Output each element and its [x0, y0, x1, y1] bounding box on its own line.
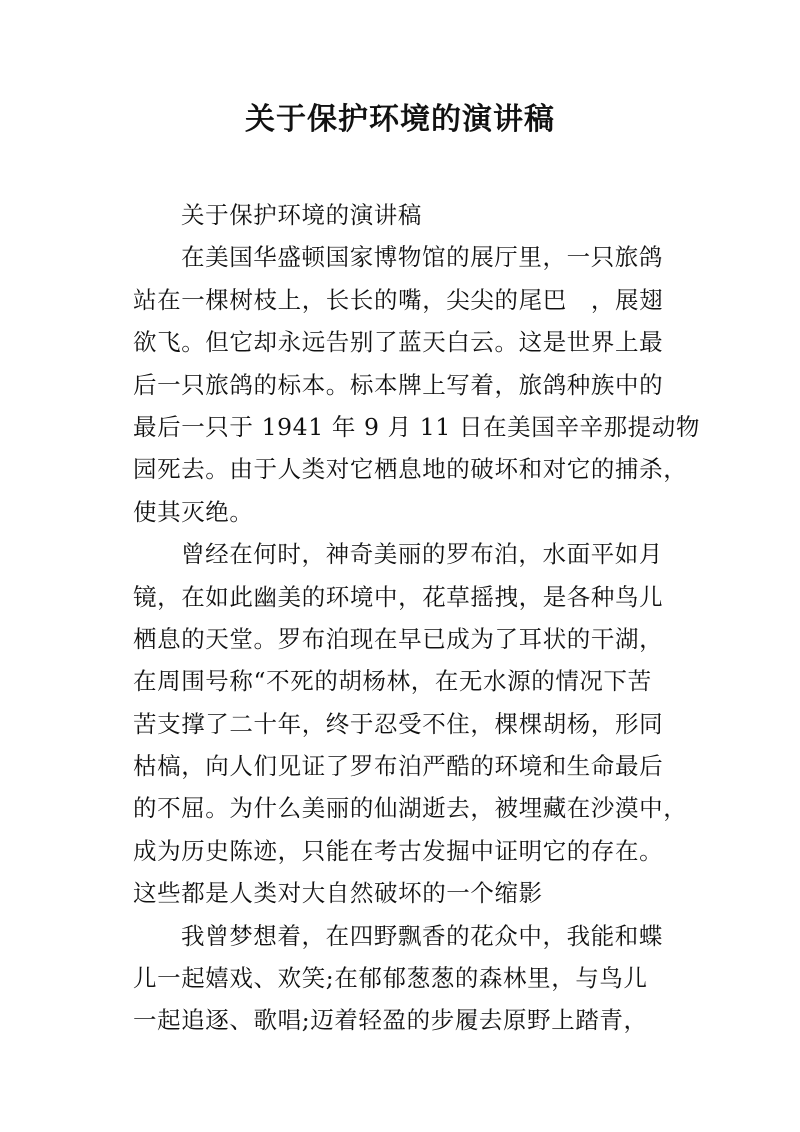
text-line: 枯槁，向人们见证了罗布泊严酷的环境和生命最后 — [133, 752, 664, 781]
text-line: 在周围号称“不死的胡杨林，在无水源的情况下苦 — [133, 667, 652, 696]
text-line: 后一只旅鸽的标本。标本牌上写着，旅鸽种族中的 — [133, 370, 664, 399]
text-line: 一起追逐、歌唱;迈着轻盈的步履去原野上踏青， — [133, 1006, 648, 1035]
text-line: 苦支撑了二十年，终于忍受不住，棵棵胡杨，形同 — [133, 709, 664, 738]
text-line: 曾经在何时，神奇美丽的罗布泊，水面平如月 — [181, 540, 663, 569]
paragraph-dream — [133, 915, 693, 1042]
text-line: 使其灭绝。 — [133, 497, 254, 526]
text-line: 我曾梦想着，在四野飘香的花众中，我能和蝶 — [181, 921, 663, 950]
text-line: 的不屈。为什么美丽的仙湖逝去，被埋藏在沙漠中， — [133, 794, 688, 823]
paragraph-lop-nur — [133, 533, 693, 915]
text-line: 栖息的天堂。罗布泊现在早已成为了耳状的干湖， — [133, 624, 664, 653]
text-line: 关于保护环境的演讲稿 — [181, 201, 422, 229]
paragraph-passenger-pigeon — [133, 236, 700, 533]
text-line: 成为历史陈迹，只能在考古发掘中证明它的存在。 — [133, 836, 664, 865]
text-line: 站在一棵树枝上，长长的嘴，尖尖的尾巴 ，展翅 — [133, 285, 664, 314]
paragraph-subtitle — [133, 194, 693, 236]
text-line: 在美国华盛顿国家博物馆的展厅里，一只旅鸽 — [181, 243, 663, 272]
text-line: 欲飞。但它却永远告别了蓝天白云。这是世界上最 — [133, 328, 664, 357]
document-body — [133, 194, 700, 1042]
text-line: 儿一起嬉戏、欢笑;在郁郁葱葱的森林里，与鸟儿 — [133, 964, 648, 993]
text-line: 这些都是人类对大自然破坏的一个缩影 — [133, 879, 543, 908]
text-line: 园死去。由于人类对它栖息地的破坏和对它的捕杀， — [133, 455, 688, 484]
text-line: 镜，在如此幽美的环境中，花草摇拽，是各种鸟儿 — [133, 582, 664, 611]
text-line: 最后一只于 1941 年 9 月 11 日在美国辛辛那提动物 — [133, 412, 700, 441]
document-title: 关于保护环境的演讲稿 — [245, 102, 555, 137]
